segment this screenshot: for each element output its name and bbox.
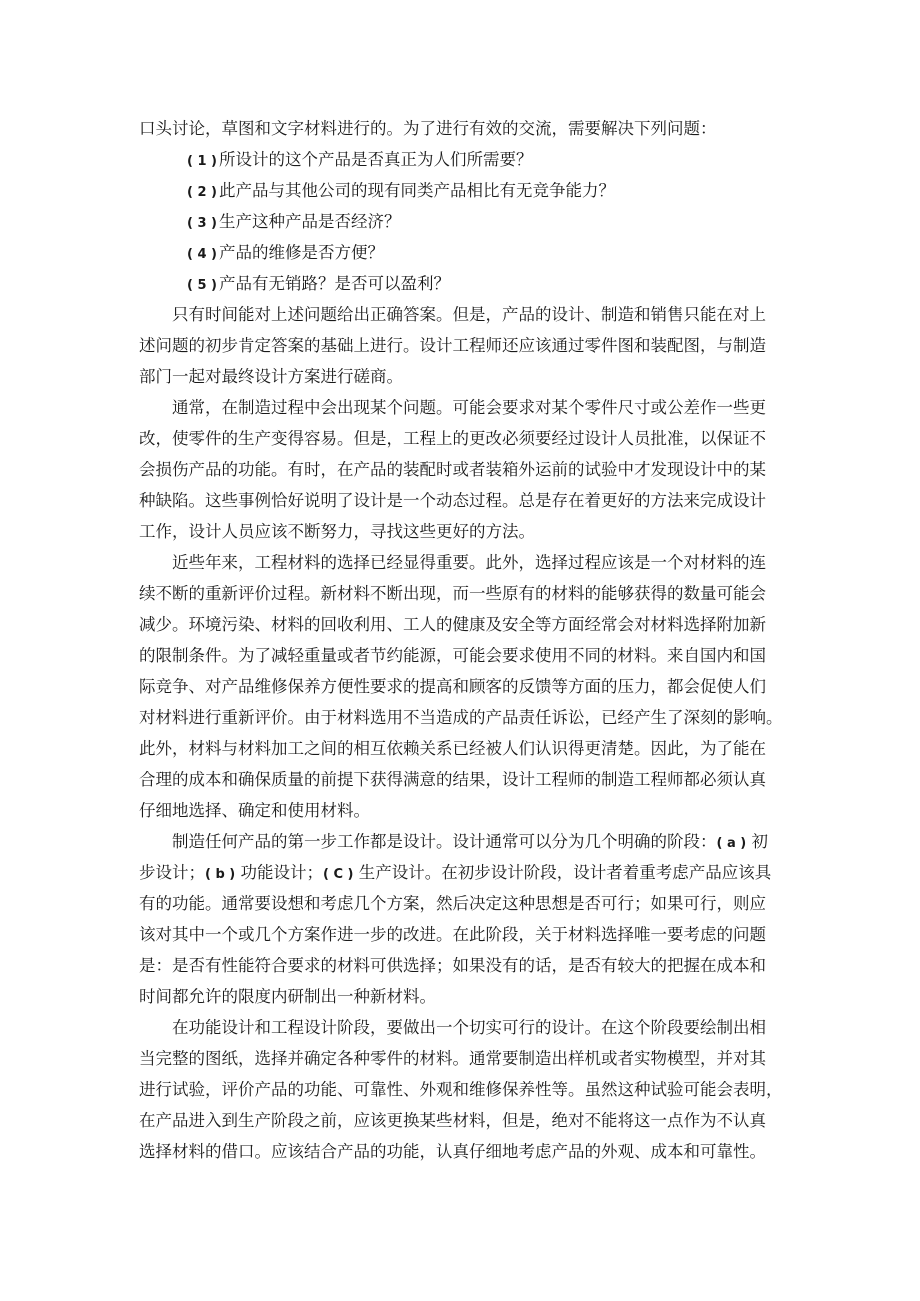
question-text: 产品有无销路？是否可以盈利？ [218, 274, 450, 293]
paragraph-line: 对材料进行重新评价。由于材料选用不当造成的产品责任诉讼，已经产生了深刻的影响。 [139, 708, 783, 727]
paragraph-line: 近些年来，工程材料的选择已经显得重要。此外，选择过程应该是一个对材料的连 [172, 553, 766, 572]
paragraph-line: 的限制条件。为了减轻重量或者节约能源，可能会要求使用不同的材料。来自国内和国 [139, 646, 766, 665]
question-text: 此产品与其他公司的现有同类产品相比有无竞争能力？ [218, 181, 615, 200]
stage-tag-a: ( a ) [716, 836, 747, 851]
question-number: ( 5 ) [187, 278, 217, 293]
paragraph-line: 减少。环境污染、材料的回收利用、工人的健康及安全等方面经常会对材料选择附加新 [139, 615, 766, 634]
stage-tag-b: ( b ) [205, 867, 236, 882]
question-text: 产品的维修是否方便？ [218, 243, 384, 262]
paragraph-line: 部门一起对最终设计方案进行磋商。 [139, 367, 403, 386]
question-number: ( 4 ) [187, 247, 217, 262]
paragraph-line: 选择材料的借口。应该结合产品的功能，认真仔细地考虑产品的外观、成本和可靠性。 [139, 1142, 766, 1161]
question-number: ( 3 ) [187, 216, 217, 231]
paragraph-line: 仔细地选择、确定和使用材料。 [139, 801, 370, 820]
question-item [139, 144, 799, 175]
paragraph-line: 通常，在制造过程中会出现某个问题。可能会要求对某个零件尺寸或公差作一些更 [172, 398, 766, 417]
question-item [139, 206, 799, 237]
paragraph-line: 时间都允许的限度内研制出一种新材料。 [139, 987, 436, 1006]
question-item [139, 268, 799, 299]
paragraph-line: 该对其中一个或几个方案作进一步的改进。在此阶段，关于材料选择唯一要考虑的问题 [139, 925, 766, 944]
paragraph-line: 在功能设计和工程设计阶段，要做出一个切实可行的设计。在这个阶段要绘制出相 [172, 1018, 766, 1037]
question-item [139, 237, 799, 268]
question-number: ( 2 ) [187, 185, 217, 200]
paragraph-line: 进行试验，评价产品的功能、可靠性、外观和维修保养性等。虽然这种试验可能会表明， [139, 1080, 783, 1099]
stage-tag-c: ( C ) [323, 867, 354, 882]
paragraph-line: 在产品进入到生产阶段之前，应该更换某些材料，但是，绝对不能将这一点作为不认真 [139, 1111, 766, 1130]
paragraph-line: 是：是否有性能符合要求的材料可供选择；如果没有的话，是否有较大的把握在成本和 [139, 956, 766, 975]
paragraph-line: 只有时间能对上述问题给出正确答案。但是，产品的设计、制造和销售只能在对上 [172, 305, 766, 324]
paragraph-line: 会损伤产品的功能。有时，在产品的装配时或者装箱外运前的试验中才发现设计中的某 [139, 460, 766, 479]
question-text: 所设计的这个产品是否真正为人们所需要？ [218, 150, 533, 169]
paragraph-line: 工作，设计人员应该不断努力，寻找这些更好的方法。 [139, 522, 535, 541]
question-number: ( 1 ) [187, 154, 217, 169]
paragraph-line: 此外，材料与材料加工之间的相互依赖关系已经被人们认识得更清楚。因此，为了能在 [139, 739, 766, 758]
paragraph-line: 步设计；( b ) 功能设计；( C ) 生产设计。在初步设计阶段，设计者着重考虑产品应该具 [139, 863, 772, 882]
paragraph-line: 述问题的初步肯定答案的基础上进行。设计工程师还应该通过零件图和装配图，与制造 [139, 336, 766, 355]
paragraph-line: 续不断的重新评价过程。新材料不断出现，而一些原有的材料的能够获得的数量可能会 [139, 584, 766, 603]
paragraph-line: 有的功能。通常要设想和考虑几个方案，然后决定这种思想是否可行；如果可行，则应 [139, 894, 766, 913]
paragraph-line: 制造任何产品的第一步工作都是设计。设计通常可以分为几个明确的阶段：( a ) 初 [172, 832, 768, 851]
paragraph-line: 改，使零件的生产变得容易。但是，工程上的更改必须要经过设计人员批准，以保证不 [139, 429, 766, 448]
paragraph-line: 种缺陷。这些事例恰好说明了设计是一个动态过程。总是存在着更好的方法来完成设计 [139, 491, 766, 510]
paragraph-line: 合理的成本和确保质量的前提下获得满意的结果，设计工程师的制造工程师都必须认真 [139, 770, 766, 789]
intro-line: 口头讨论，草图和文字材料进行的。为了进行有效的交流，需要解决下列问题： [139, 119, 717, 138]
question-text: 生产这种产品是否经济？ [218, 212, 401, 231]
question-item [139, 175, 799, 206]
paragraph-line: 当完整的图纸，选择并确定各种零件的材料。通常要制造出样机或者实物模型，并对其 [139, 1049, 766, 1068]
paragraph-line: 际竞争、对产品维修保养方便性要求的提高和顾客的反馈等方面的压力，都会促使人们 [139, 677, 766, 696]
document-body [139, 113, 799, 1167]
